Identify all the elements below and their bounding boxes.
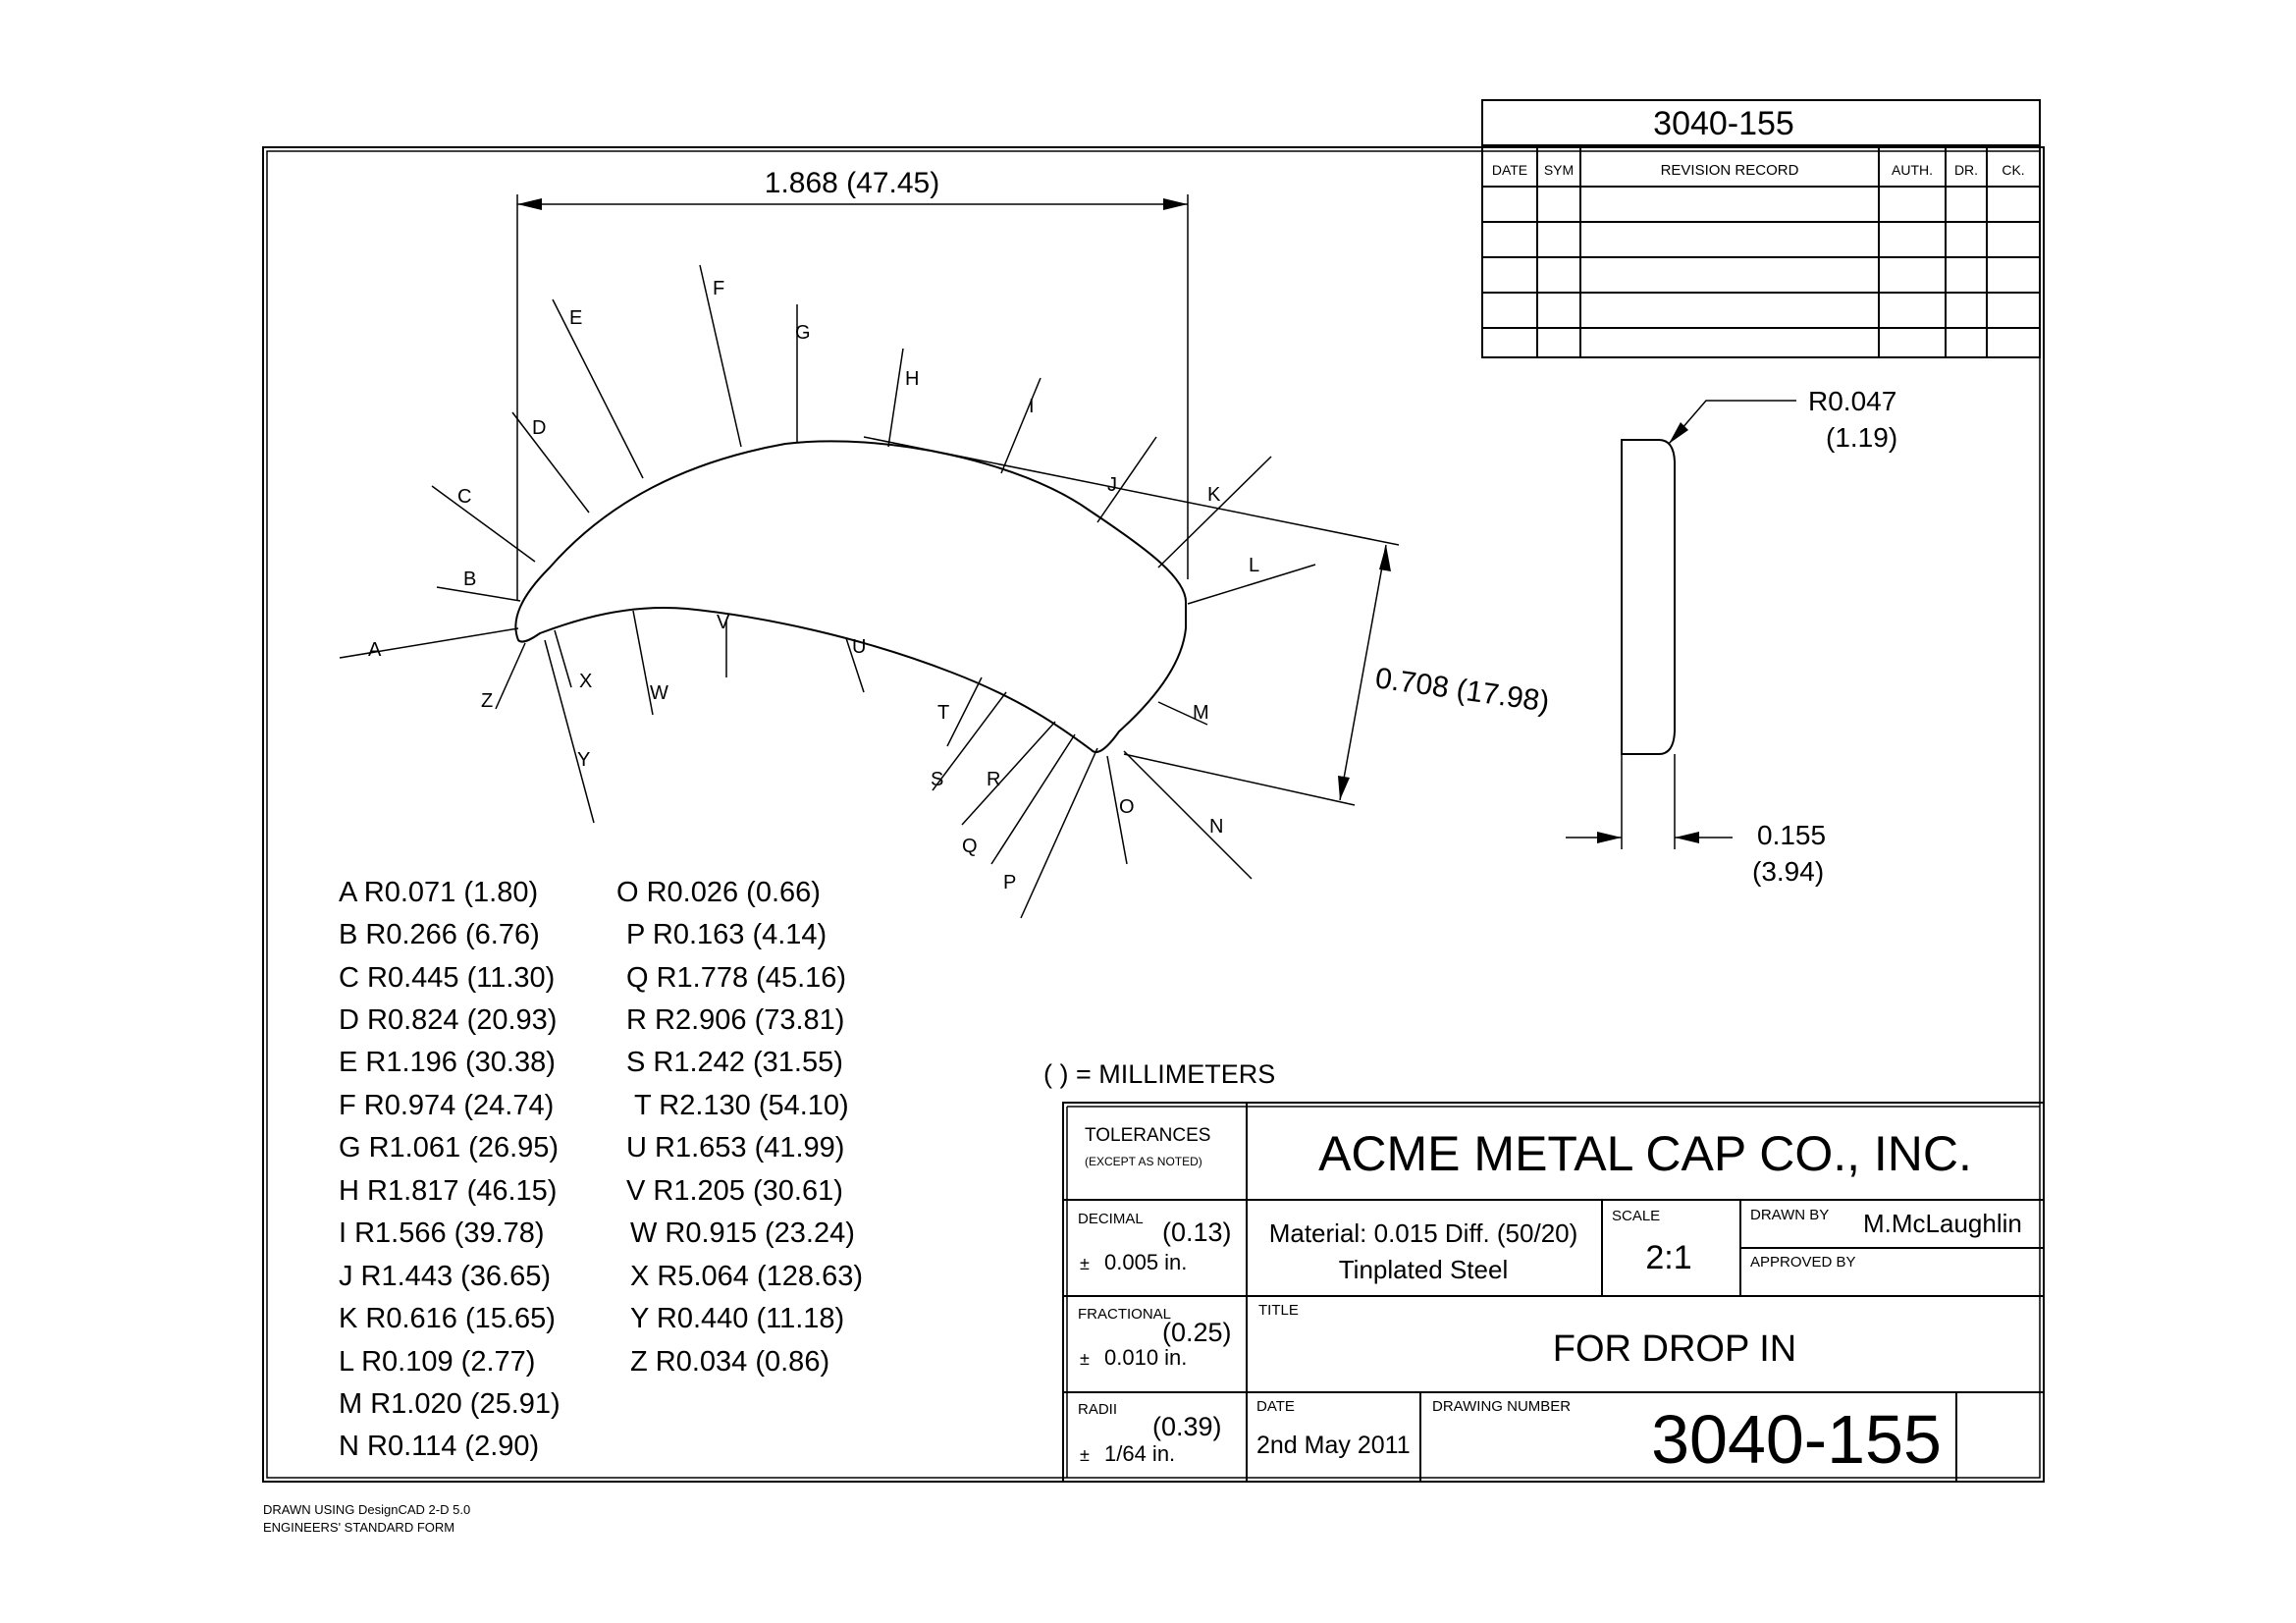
letter-o: O — [1119, 796, 1135, 818]
footer-line-2: ENGINEERS' STANDARD FORM — [263, 1520, 455, 1535]
title-value: FOR DROP IN — [1552, 1328, 1797, 1370]
width-dimension — [517, 167, 1188, 601]
units-note: ( ) = MILLIMETERS — [1043, 1059, 1276, 1089]
company-name: ACME METAL CAP CO., INC. — [1318, 1126, 1972, 1181]
title-block — [1063, 1103, 2044, 1482]
decimal-mm: (0.13) — [1162, 1217, 1232, 1247]
radius-row: P R0.163 (4.14) — [626, 919, 828, 950]
radius-row: M R1.020 (25.91) — [339, 1388, 561, 1420]
decimal-label: DECIMAL — [1078, 1211, 1144, 1227]
fractional-tolerance: 0.010 in. — [1104, 1345, 1188, 1370]
letter-w: W — [650, 682, 668, 704]
radii-mm: (0.39) — [1152, 1412, 1222, 1441]
material-line-2: Tinplated Steel — [1338, 1255, 1509, 1284]
letter-h: H — [905, 368, 920, 390]
letter-c: C — [457, 486, 472, 508]
plus-minus: ± — [1080, 1445, 1090, 1465]
letter-t: T — [937, 702, 950, 724]
radius-row: Z R0.034 (0.86) — [630, 1346, 830, 1378]
title-label: TITLE — [1258, 1302, 1299, 1319]
radius-row: G R1.061 (26.95) — [339, 1132, 560, 1163]
radius-row: D R0.824 (20.93) — [339, 1004, 558, 1036]
rev-header-auth: AUTH. — [1892, 162, 1933, 178]
radius-row: Q R1.778 (45.16) — [626, 962, 847, 994]
letter-n: N — [1209, 816, 1224, 838]
radius-row: T R2.130 (54.10) — [634, 1090, 849, 1121]
date-label: DATE — [1256, 1398, 1295, 1415]
letter-k: K — [1207, 484, 1221, 506]
radius-row: Y R0.440 (11.18) — [630, 1303, 845, 1334]
radius-row: W R0.915 (23.24) — [630, 1217, 855, 1249]
drawn-by-value: M.McLaughlin — [1863, 1209, 2022, 1238]
edge-radius-mm-label: (1.19) — [1826, 422, 1898, 453]
rev-header-sym: SYM — [1543, 162, 1575, 178]
letter-z: Z — [481, 690, 494, 712]
letter-l: L — [1249, 555, 1260, 576]
date-value: 2nd May 2011 — [1256, 1432, 1411, 1459]
radius-letters — [368, 278, 1259, 893]
letter-b: B — [463, 568, 477, 590]
radius-row: R R2.906 (73.81) — [626, 1004, 845, 1036]
revision-block — [1482, 100, 2040, 357]
letter-d: D — [532, 417, 547, 439]
rev-header-ck: CK. — [2002, 162, 2025, 178]
radius-row: H R1.817 (46.15) — [339, 1175, 558, 1207]
radius-row: J R1.443 (36.65) — [339, 1261, 552, 1292]
radius-row: V R1.205 (30.61) — [626, 1175, 843, 1207]
radius-row: L R0.109 (2.77) — [339, 1346, 536, 1378]
letter-m: M — [1193, 702, 1209, 724]
edge-radius-label: R0.047 — [1808, 386, 1897, 416]
letter-a: A — [368, 639, 382, 661]
radius-row: S R1.242 (31.55) — [626, 1047, 843, 1078]
letter-u: U — [852, 636, 867, 658]
radius-row: A R0.071 (1.80) — [339, 877, 539, 908]
letter-x: X — [579, 671, 593, 692]
letter-i: I — [1029, 396, 1035, 417]
radii-label: RADII — [1078, 1401, 1118, 1418]
rev-header-dr: DR. — [1953, 162, 1979, 178]
side-view — [1566, 386, 1897, 887]
radius-row: N R0.114 (2.90) — [339, 1431, 540, 1462]
radius-row: C R0.445 (11.30) — [339, 962, 556, 994]
letter-y: Y — [577, 749, 591, 771]
radii-tolerance: 1/64 in. — [1104, 1441, 1176, 1466]
radius-row: K R0.616 (15.65) — [339, 1303, 556, 1334]
footer-line-1: DRAWN USING DesignCAD 2-D 5.0 — [263, 1502, 471, 1517]
radii-table-right — [616, 877, 863, 1378]
radius-row: I R1.566 (39.78) — [339, 1217, 545, 1249]
material-line-1: Material: 0.015 Diff. (50/20) — [1268, 1218, 1578, 1248]
radius-row: F R0.974 (24.74) — [339, 1090, 555, 1121]
part-outline — [515, 441, 1186, 752]
radii-table-left — [339, 877, 561, 1462]
plus-minus: ± — [1080, 1254, 1090, 1273]
letter-q: Q — [962, 836, 978, 857]
fractional-label: FRACTIONAL — [1078, 1306, 1172, 1323]
tolerances-sub: (EXCEPT AS NOTED) — [1085, 1155, 1202, 1168]
thickness-mm-label: (3.94) — [1752, 856, 1825, 887]
fractional-mm: (0.25) — [1162, 1318, 1232, 1347]
drawing-number-value: 3040-155 — [1651, 1401, 1942, 1478]
tolerances-label: TOLERANCES — [1085, 1125, 1211, 1146]
decimal-tolerance: 0.005 in. — [1104, 1250, 1188, 1274]
overall-width-label: 1.868 (47.45) — [764, 167, 940, 199]
height-label: 0.708 (17.98) — [1373, 662, 1552, 719]
drawing-number-label: DRAWING NUMBER — [1432, 1398, 1572, 1415]
radius-row: X R5.064 (128.63) — [630, 1261, 863, 1292]
revision-drawing-number: 3040-155 — [1653, 105, 1794, 142]
radius-row: B R0.266 (6.76) — [339, 919, 540, 950]
rev-header-date: DATE — [1491, 162, 1528, 178]
scale-label: SCALE — [1612, 1208, 1661, 1224]
letter-e: E — [569, 307, 583, 329]
plus-minus: ± — [1080, 1349, 1090, 1369]
thickness-label: 0.155 — [1757, 820, 1827, 850]
letter-f: F — [713, 278, 725, 299]
radius-row: E R1.196 (30.38) — [339, 1047, 556, 1078]
rev-header-record: REVISION RECORD — [1660, 162, 1799, 179]
drawn-by-label: DRAWN BY — [1750, 1207, 1830, 1223]
letter-s: S — [931, 769, 944, 790]
radius-leaders — [340, 265, 1315, 918]
letter-r: R — [987, 769, 1001, 790]
letter-j: J — [1107, 474, 1117, 496]
letter-v: V — [717, 612, 730, 633]
letter-p: P — [1003, 872, 1017, 893]
scale-value: 2:1 — [1645, 1239, 1692, 1276]
letter-g: G — [795, 322, 811, 344]
approved-by-label: APPROVED BY — [1750, 1254, 1856, 1271]
radius-row: O R0.026 (0.66) — [616, 877, 821, 908]
radius-row: U R1.653 (41.99) — [626, 1132, 845, 1163]
